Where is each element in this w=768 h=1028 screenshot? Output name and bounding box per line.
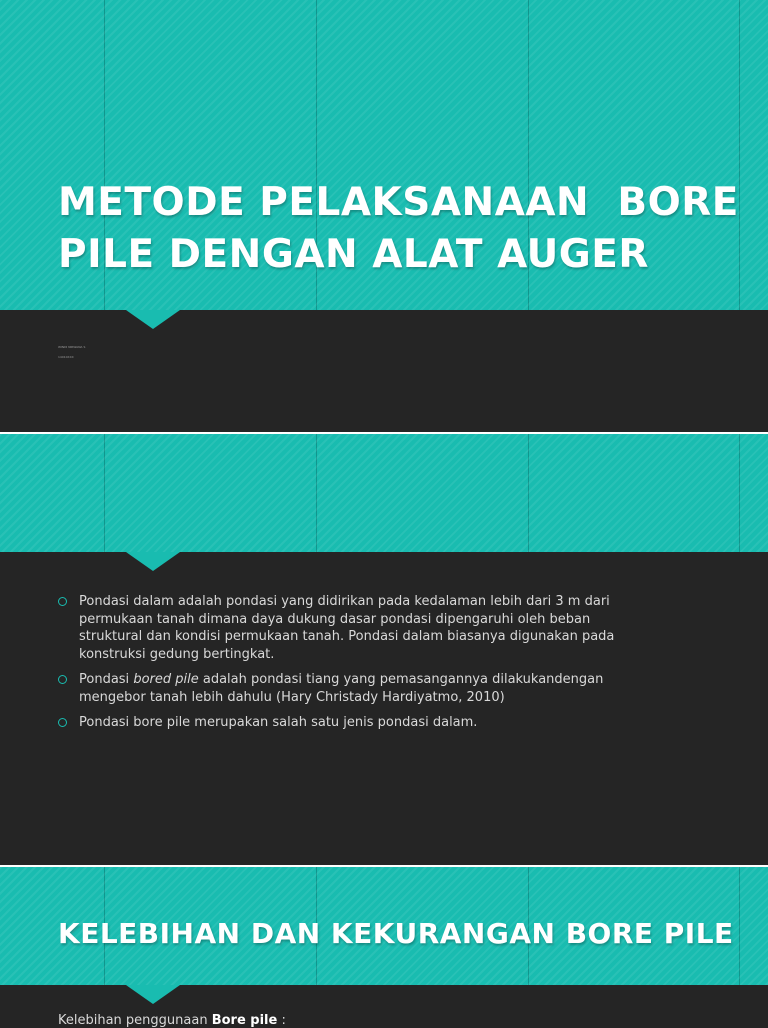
bullet-item-2 bbox=[58, 671, 698, 706]
subtitle-prefix: Kelebihan penggunaan bbox=[58, 1013, 212, 1028]
subtitle-suffix: : bbox=[277, 1013, 286, 1028]
slide-1-title bbox=[58, 177, 739, 281]
bullet-circle-icon bbox=[58, 597, 67, 606]
notch-pointer-2 bbox=[126, 552, 180, 571]
bullet-circle-icon bbox=[58, 675, 67, 684]
bullet-2-prefix: Pondasi bbox=[79, 672, 134, 687]
title-line-1: METODE PELAKSANAAN BORE bbox=[58, 180, 739, 225]
author-id: 14010XXX bbox=[58, 355, 74, 359]
bullet-item-3 bbox=[58, 714, 698, 732]
bullet-2-line-2: mengebor tanah lebih dahulu (Hary Christady Hardiyatmo, 2010) bbox=[79, 689, 505, 705]
title-line-2: PILE DENGAN ALAT AUGER bbox=[58, 232, 649, 277]
bullet-2-suffix: adalah pondasi tiang yang pemasangannya dilakukandengan bbox=[198, 672, 604, 687]
bullet-1-line-1: Pondasi dalam adalah pondasi yang didirikan pada kedalaman lebih dari 3 m dari bbox=[79, 594, 610, 609]
slide-3-title bbox=[58, 916, 734, 952]
bullet-1-line-3: struktural dan kondisi permukaan tanah. Pondasi dalam biasanya digunakan pada bbox=[79, 629, 615, 644]
bullet-1-line-2: permukaan tanah dimana daya dukung dasar pondasi dipengaruhi oleh beban bbox=[79, 611, 591, 627]
notch-pointer-3 bbox=[126, 985, 180, 1004]
notch-pointer bbox=[126, 310, 180, 329]
bullet-list bbox=[58, 593, 698, 740]
subtitle-bold: Bore pile bbox=[211, 1013, 278, 1028]
bullet-circle-icon bbox=[58, 718, 67, 727]
slide-3-subtitle bbox=[58, 1013, 286, 1028]
slide-1 bbox=[0, 0, 768, 432]
slide-3 bbox=[0, 867, 768, 1024]
title-band-2 bbox=[0, 434, 768, 552]
slide-3-title-text: KELEBIHAN DAN KEKURANGAN BORE PILE bbox=[58, 917, 734, 950]
bullet-3-line-1: Pondasi bore pile merupakan salah satu jenis pondasi dalam. bbox=[79, 715, 478, 730]
bullet-2-italic: bored pile bbox=[133, 672, 199, 687]
subtitle-band bbox=[0, 310, 768, 432]
bullet-1-line-4: konstruksi gedung bertingkat. bbox=[79, 646, 275, 662]
bullet-item-1 bbox=[58, 593, 698, 663]
author-name: WINDI NIRWANA S bbox=[58, 345, 86, 349]
